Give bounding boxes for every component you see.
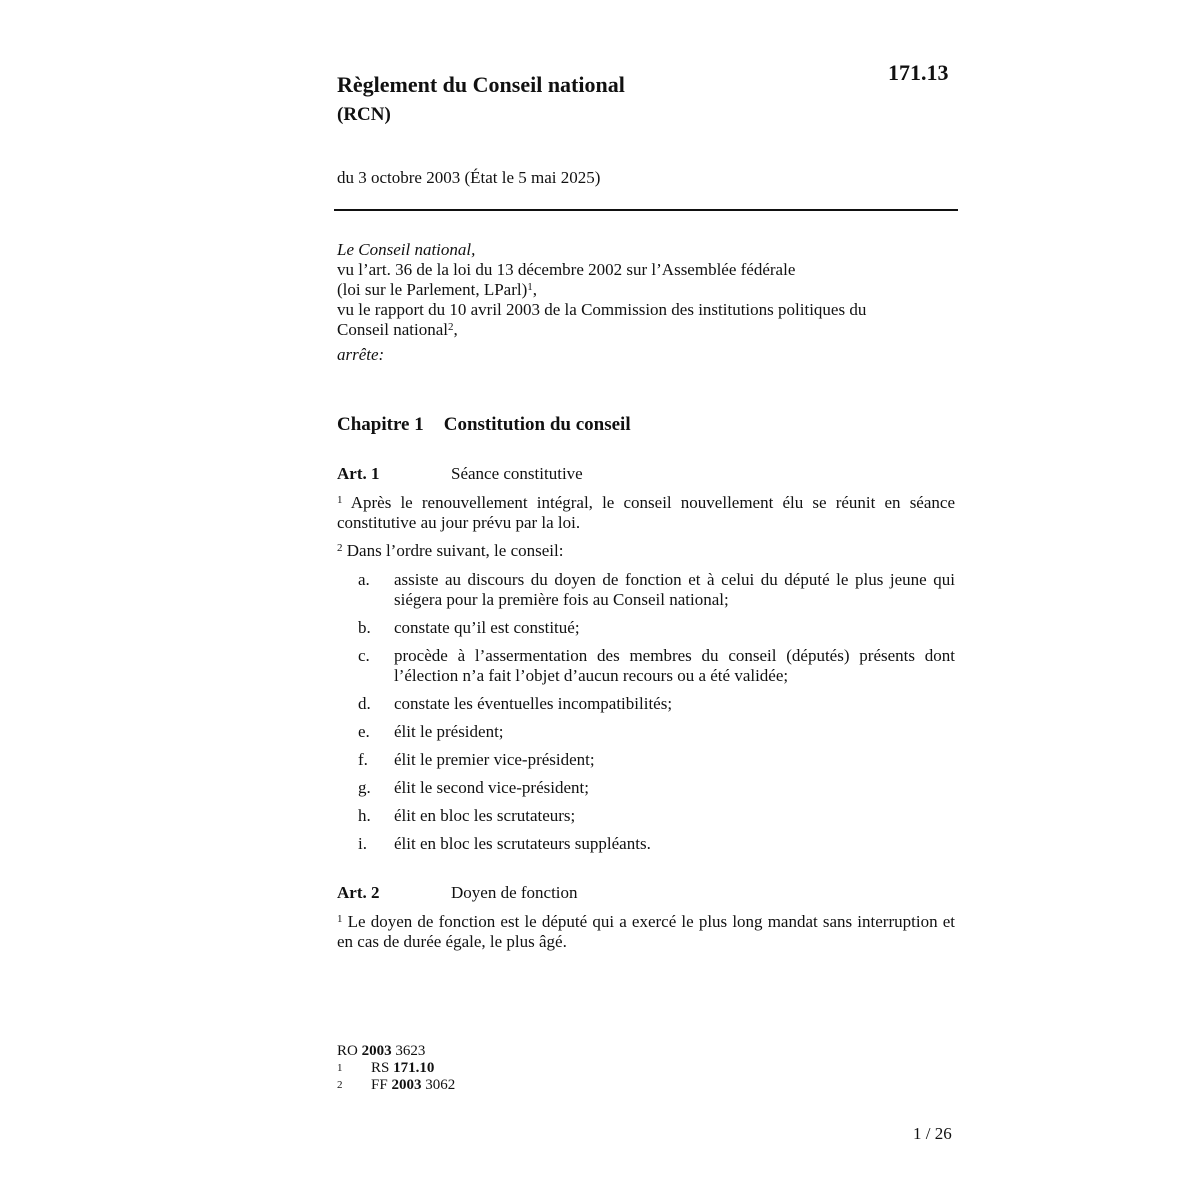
preamble-issuer: Le Conseil national, — [337, 240, 476, 259]
list-item — [337, 618, 955, 638]
list-letter: g. — [358, 778, 371, 797]
list-letter: e. — [358, 722, 370, 741]
article-number: Art. 2 — [337, 883, 380, 902]
document-abbreviation: (RCN) — [337, 104, 391, 125]
article-heading — [337, 464, 583, 484]
list-letter: c. — [358, 646, 370, 665]
footnote: 1 RS 171.10 — [337, 1060, 435, 1076]
paragraph: $^1$ Après le renouvellement intégral, le conseil nouvellement élu se réunit en séance constitutive au jour prévu par la loi. — [337, 493, 955, 532]
footnote-label: 2 — [337, 1079, 343, 1091]
list-item — [337, 750, 955, 770]
list-text: procède à l’assermentation des membres du conseil (députés) présents dont l’élection n’a fait l’objet d’aucun recours ou a été validée; — [394, 646, 955, 685]
list-text: élit le second vice-président; — [394, 778, 589, 797]
chapter-heading — [337, 414, 631, 436]
list-letter: d. — [358, 694, 371, 713]
paragraph-number: 2 — [337, 542, 343, 554]
preamble-line: Conseil national$^2$, — [337, 320, 458, 339]
footnote-label: 1 — [337, 1062, 343, 1074]
article-title: Séance constitutive — [451, 464, 583, 483]
article-number: Art. 1 — [337, 464, 380, 483]
list-text: élit le président; — [394, 722, 504, 741]
document-number: 171.13 — [888, 60, 949, 85]
document-date: du 3 octobre 2003 (État le 5 mai 2025) — [337, 168, 601, 187]
enumeration-list — [337, 570, 955, 862]
list-text: élit en bloc les scrutateurs suppléants. — [394, 834, 651, 853]
list-text: élit en bloc les scrutateurs; — [394, 806, 576, 825]
list-text: assiste au discours du doyen de fonction et à celui du député le plus jeune qui siégera pour la première fois au Conseil national; — [394, 570, 955, 609]
list-letter: h. — [358, 806, 371, 825]
list-item — [337, 722, 955, 742]
article-title: Doyen de fonction — [451, 883, 578, 902]
list-letter: b. — [358, 618, 371, 637]
list-letter: a. — [358, 570, 370, 589]
list-text: élit le premier vice-président; — [394, 750, 595, 769]
footnote: 2 FF 2003 3062 — [337, 1077, 456, 1093]
chapter-title: Constitution du conseil — [443, 414, 631, 435]
list-item — [337, 806, 955, 826]
list-item — [337, 694, 955, 714]
footnote-ro: RO 2003 3623 — [337, 1043, 426, 1059]
chapter-label: Chapitre 1 — [337, 414, 424, 435]
preamble-line: vu l’art. 36 de la loi du 13 décembre 2002 sur l’Assemblée fédérale — [337, 260, 796, 279]
list-letter: i. — [358, 834, 367, 853]
list-item — [337, 570, 955, 610]
list-text: constate les éventuelles incompatibilités; — [394, 694, 673, 713]
paragraph: $^1$ Le doyen de fonction est le député qui a exercé le plus long mandat sans interruption et en cas de durée égale, le plus âgé. — [337, 912, 955, 951]
footnotes — [337, 1043, 455, 1094]
preamble-line: vu le rapport du 10 avril 2003 de la Commission des institutions politiques du — [337, 300, 867, 319]
list-item — [337, 778, 955, 798]
list-letter: f. — [358, 750, 368, 769]
preamble — [337, 240, 957, 365]
footnote-ref[interactable]: 1 — [527, 281, 533, 293]
paragraph-number: 1 — [337, 494, 343, 506]
list-item — [337, 646, 955, 686]
article-heading — [337, 883, 578, 903]
paragraph-number: 1 — [337, 913, 343, 925]
document-title: Règlement du Conseil national — [337, 72, 625, 97]
header-divider — [334, 209, 958, 211]
preamble-line: (loi sur le Parlement, LParl)$^1$, — [337, 280, 538, 299]
list-item — [337, 834, 955, 854]
footnote-ref[interactable]: 2 — [447, 321, 454, 333]
paragraph: $^2$ Dans l’ordre suivant, le conseil: — [337, 541, 564, 560]
page-number: 1 / 26 — [913, 1124, 952, 1143]
preamble-decree: arrête: — [337, 345, 385, 364]
list-text: constate qu’il est constitué; — [394, 618, 580, 637]
